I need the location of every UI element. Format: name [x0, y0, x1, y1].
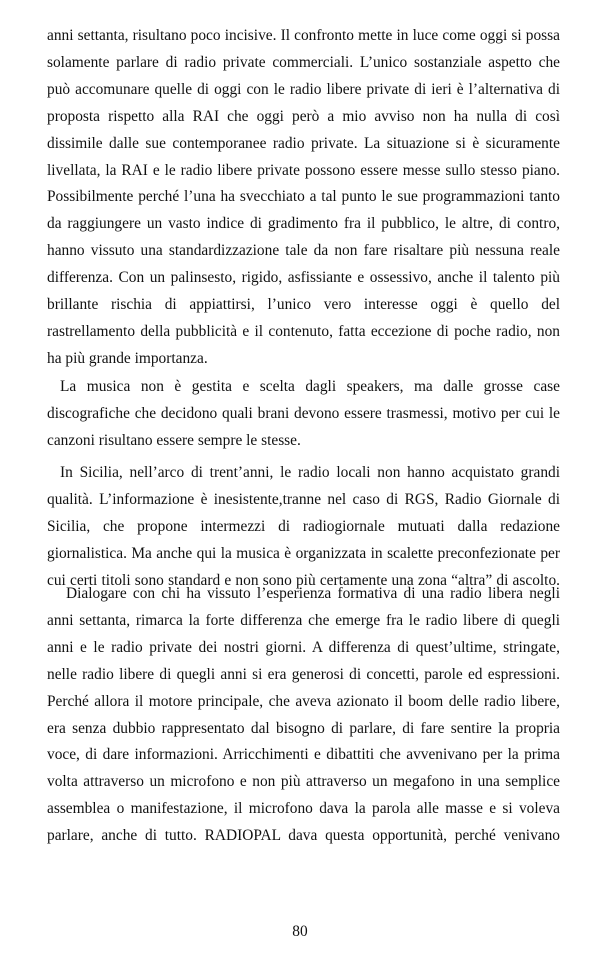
text-line: voce, di dare informazioni. Arricchimenti e dibattiti che avvenivano per la prima: [47, 746, 560, 764]
text-line: da raggiungere un vasto indice di gradimento fra il pubblico, le altre, di contro,: [47, 215, 560, 233]
text-line: differenza. Con un palinsesto, rigido, asfissiante e ossessivo, anche il talento più: [47, 269, 560, 287]
text-line: qualità. L’informazione è inesistente,tranne nel caso di RGS, Radio Giornale di: [47, 490, 560, 508]
text-line: cui certi titoli sono standard e non sono più certamente una zona “altra” di ascolto.: [47, 571, 560, 589]
text-line: brillante rischia di appiattirsi, l’unico vero interesse oggi è quello del: [47, 296, 560, 313]
text-line: assemblea o manifestazione, il microfono dava la parola alle masse e si voleva: [47, 800, 560, 818]
text-line: solamente parlare di radio private commerciali. L’unico sostanziale aspetto che: [47, 53, 560, 71]
text-line: parlare, anche di tutto. RADIOPAL dava questa opportunità, perché venivano: [47, 827, 560, 845]
text-line: giornalistica. Ma anche qui la musica è organizzata in scalette preconfezionate per: [47, 544, 560, 562]
text-line: discografiche che decidono quali brani devono essere trasmessi, motivo per cui le: [47, 404, 560, 422]
text-line: nelle radio libere di quegli anni si era generosi di concetti, parole ed espressioni.: [47, 665, 560, 683]
text-line: anni settanta, risultano poco incisive. Il confronto mette in luce come oggi si possa: [47, 27, 560, 44]
text-line: canzoni risultano essere sempre le stesse.: [47, 431, 301, 449]
text-line: Perché allora il motore principale, che aveva azionato il boom delle radio libere,: [47, 692, 560, 710]
text-line: In Sicilia, nell’arco di trent’anni, le radio locali non hanno acquistato grandi: [60, 464, 560, 481]
text-line: dissimile dalle sue contemporanee radio private. La situazione si è sicuramente: [47, 134, 560, 152]
text-line: hanno vissuto una standardizzazione tale da non fare risaltare più nessuna reale: [47, 242, 560, 260]
text-line: può accomunare quelle di oggi con le radio libere private di ieri è l’alternativa di: [47, 80, 560, 98]
text-line: proposta rispetto alla RAI che oggi però a mio avviso non ha nulla di così: [47, 107, 560, 125]
text-line: Dialogare con chi ha vissuto l’esperienza formativa di una radio libera negli: [66, 585, 560, 602]
text-line: rastrellamento della pubblicità e il contenuto, fatta eccezione di poche radio, non: [47, 322, 560, 340]
text-line: La musica non è gestita e scelta dagli speakers, ma dalle grosse case: [60, 378, 560, 395]
text-line: era senza dubbio rappresentato dal bisogno di parlare, di fare sentire la propria: [47, 719, 560, 737]
text-line: livellata, la RAI e le radio libere private possono essere messe sullo stesso piano.: [47, 161, 560, 179]
text-line: Sicilia, che propone intermezzi di radiogiornale mutuati dalla redazione: [47, 517, 560, 535]
text-line: anni settanta, rimarca la forte differenza che emerge fra le radio libere di quegli: [47, 611, 560, 629]
text-line: volta attraverso un microfono e non più attraverso un megafono in una semplice: [47, 773, 560, 791]
page-number: 80: [292, 923, 308, 940]
text-line: ha più grande importanza.: [47, 349, 208, 367]
text-line: anni e le radio private dei nostri giorni. A differenza di quest’ultime, stringate,: [47, 638, 560, 656]
text-line: Possibilmente perché l’una ha svecchiato a tal punto le sue programmazioni tanto: [47, 188, 560, 206]
